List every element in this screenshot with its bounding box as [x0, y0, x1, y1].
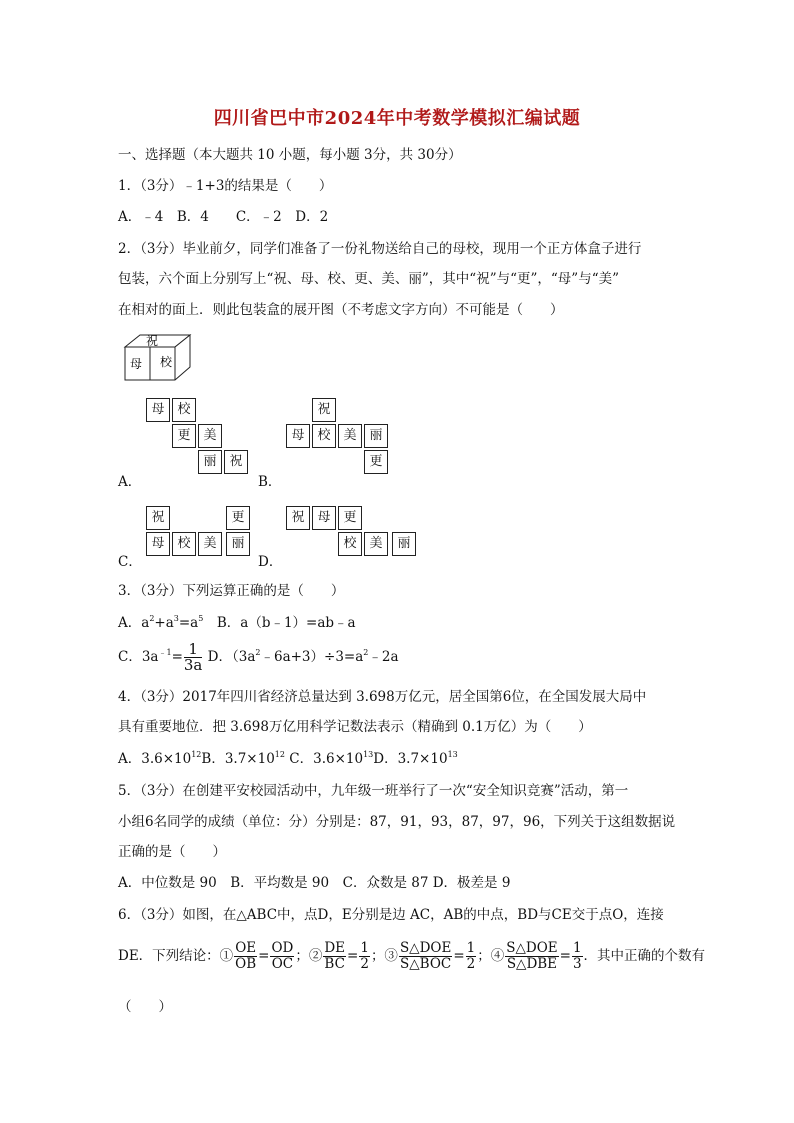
q5-line2: 小组6名同学的成绩（单位：分）分别是：87，91，93，87，97，96，下列关于这组数据说	[118, 814, 676, 830]
q2-line2: 包装，六个面上分别写上“祝、母、校、更、美、丽”，其中“祝”与“更”，“母”与“美”	[118, 271, 620, 287]
net-a-cell: 美	[198, 424, 222, 448]
net-d-cell: 校	[338, 532, 362, 556]
q3-c-eq: =	[171, 649, 183, 665]
net-b-cell: 美	[338, 424, 362, 448]
net-b-cell: 更	[364, 450, 388, 474]
net-a-cell: 更	[172, 424, 196, 448]
q3-d-mid: ﹣6a+3）÷3=a	[260, 649, 364, 665]
page-title: 四川省巴中市2024年中考数学模拟汇编试题	[213, 108, 581, 129]
q2-line1: 2．（3分）毕业前夕，同学们准备了一份礼物送给自己的母校，现用一个正方体盒子进行	[118, 241, 642, 257]
q6-f4-num: S△DOE	[506, 940, 558, 956]
q5-line1: 5．（3分）在创建平安校园活动中，九年级一班举行了一次“安全知识竞赛”活动，第一	[118, 783, 629, 799]
q3-d-pre: D．（3a	[207, 649, 256, 665]
q6-f1-den: OB	[235, 956, 257, 972]
q6-f2b-den: 2	[360, 956, 369, 972]
net-b-cell: 丽	[364, 424, 388, 448]
q4-b-exp: 12	[274, 750, 285, 759]
q6-f2-num: DE	[324, 940, 346, 956]
net-d-cell: 母	[312, 506, 336, 530]
q4-option-b: B．3.7×10	[201, 751, 275, 767]
q3-c-num: 1	[184, 642, 203, 658]
section-heading: 一、选择题（本大题共 10 小题，每小题 3分，共 30分）	[118, 147, 462, 163]
option-a-label: A．	[118, 474, 142, 490]
q3-a-pre: A．a	[118, 615, 150, 631]
net-d-cell: 更	[338, 506, 362, 530]
q6-tail: ．其中正确的个数有	[583, 948, 706, 964]
q4-c-exp: 13	[363, 750, 374, 759]
q3-c-fraction	[184, 642, 203, 673]
q3-c-exp: ﹣1	[158, 648, 172, 657]
q6-f3-num: S△DOE	[399, 940, 452, 956]
q3-a-exp1: 2	[149, 614, 155, 623]
q3-d-exp2: 2	[363, 648, 369, 657]
q6-conclusions	[118, 936, 705, 976]
cube-front-label: 母	[130, 357, 143, 371]
cube-figure	[120, 332, 195, 384]
q6-eq1: =	[258, 948, 270, 964]
q6-f2-den: BC	[324, 956, 345, 972]
q6-eq3: =	[453, 948, 465, 964]
q6-frac1b	[270, 941, 294, 972]
q3-a-mid2: =a	[178, 615, 199, 631]
cube-top-label: 祝	[146, 334, 159, 348]
q6-frac2	[323, 941, 346, 972]
q6-f1-num: OE	[235, 940, 257, 956]
q6-paren: （ ）	[118, 999, 172, 1015]
q6-frac3b	[466, 941, 477, 972]
q5-options: A．中位数是 90 B．平均数是 90 C．众数是 87 D．极差是 9	[118, 875, 511, 891]
q6-f3-den: S△BOC	[400, 956, 452, 972]
q6-sep3: ；④	[477, 948, 505, 964]
net-a-cell: 丽	[198, 450, 222, 474]
q4-option-a: A．3.6×10	[118, 751, 192, 767]
cube-side-label: 校	[160, 355, 173, 369]
q6-frac2b	[359, 941, 370, 972]
q2-line3: 在相对的面上．则此包装盒的展开图（不考虑文字方向）不可能是（ ）	[118, 302, 564, 318]
q4-line1: 4．（3分）2017年四川省经济总量达到 3.698万亿元，居全国第6位，在全国发展大局中	[118, 689, 647, 705]
q4-options	[118, 750, 458, 768]
q6-line1: 6．（3分）如图，在△ABC中，点D，E分别是边 AC，AB的中点，BD与CE交于点O，连接	[118, 907, 664, 923]
net-b-cell: 祝	[312, 398, 336, 422]
q4-option-d: D．3.7×10	[373, 751, 448, 767]
q3-a-exp3: 5	[198, 614, 204, 623]
q6-frac3	[399, 941, 452, 972]
q3-d-end: ﹣2a	[368, 649, 399, 665]
net-a-cell: 祝	[224, 450, 248, 474]
q6-f1b-den: OC	[271, 956, 294, 972]
q6-pre: DE．下列结论：①	[118, 948, 234, 964]
q3-a-exp2: 3	[173, 614, 179, 623]
net-c-cell: 祝	[146, 506, 170, 530]
q4-a-exp: 12	[191, 750, 202, 759]
q1-options: A．﹣4 B．4 C．﹣2 D．2	[118, 209, 329, 225]
q6-f4-den: S△DBE	[506, 956, 558, 972]
q3-a-mid: +a	[154, 615, 174, 631]
q6-f3b-num: 1	[466, 940, 476, 956]
net-d-cell: 美	[364, 532, 388, 556]
q6-frac4b	[572, 941, 583, 972]
q6-f1b-num: OD	[271, 940, 294, 956]
net-c-cell: 丽	[226, 532, 250, 556]
q6-f3b-den: 2	[466, 956, 476, 972]
net-c-cell: 美	[198, 532, 222, 556]
q3-options-ab	[118, 614, 356, 632]
q5-line3: 正确的是（ ）	[118, 844, 226, 860]
q3-d-exp1: 2	[255, 648, 261, 657]
q6-eq4: =	[559, 948, 571, 964]
net-b-cell: 校	[312, 424, 336, 448]
q1-stem: 1．（3分）﹣1+3的结果是（ ）	[118, 178, 333, 194]
q6-eq2: =	[347, 948, 359, 964]
q4-d-exp: 13	[447, 750, 458, 759]
q3-option-b: B．a（b﹣1）=ab﹣a	[203, 615, 356, 631]
net-c-cell: 更	[226, 506, 250, 530]
q6-frac1	[234, 941, 257, 972]
q3-stem: 3．（3分）下列运算正确的是（ ）	[118, 583, 345, 599]
q4-option-c: C．3.6×10	[289, 751, 364, 767]
q3-options-cd	[118, 640, 399, 674]
q6-f4b-den: 3	[572, 956, 582, 972]
q4-line2: 具有重要地位．把 3.698万亿用科学记数法表示（精确到 0.1万亿）为（ ）	[118, 719, 592, 735]
net-b-cell: 母	[286, 424, 310, 448]
q3-c-den: 3a	[183, 656, 203, 674]
q3-c-pre: C．3a	[118, 649, 159, 665]
net-d-cell: 祝	[286, 506, 310, 530]
q6-f4b-num: 1	[572, 940, 582, 956]
option-d-label: D．	[258, 554, 283, 570]
q6-sep2: ；③	[370, 948, 398, 964]
net-a-cell: 校	[172, 398, 196, 422]
option-b-label: B．	[258, 474, 282, 490]
q6-sep1: ；②	[295, 948, 323, 964]
q6-f2b-num: 1	[360, 940, 369, 956]
option-c-label: C．	[118, 554, 142, 570]
q6-frac4	[505, 941, 558, 972]
net-c-cell: 校	[172, 532, 196, 556]
net-d-cell: 丽	[392, 532, 416, 556]
net-a-cell: 母	[146, 398, 170, 422]
net-c-cell: 母	[146, 532, 170, 556]
